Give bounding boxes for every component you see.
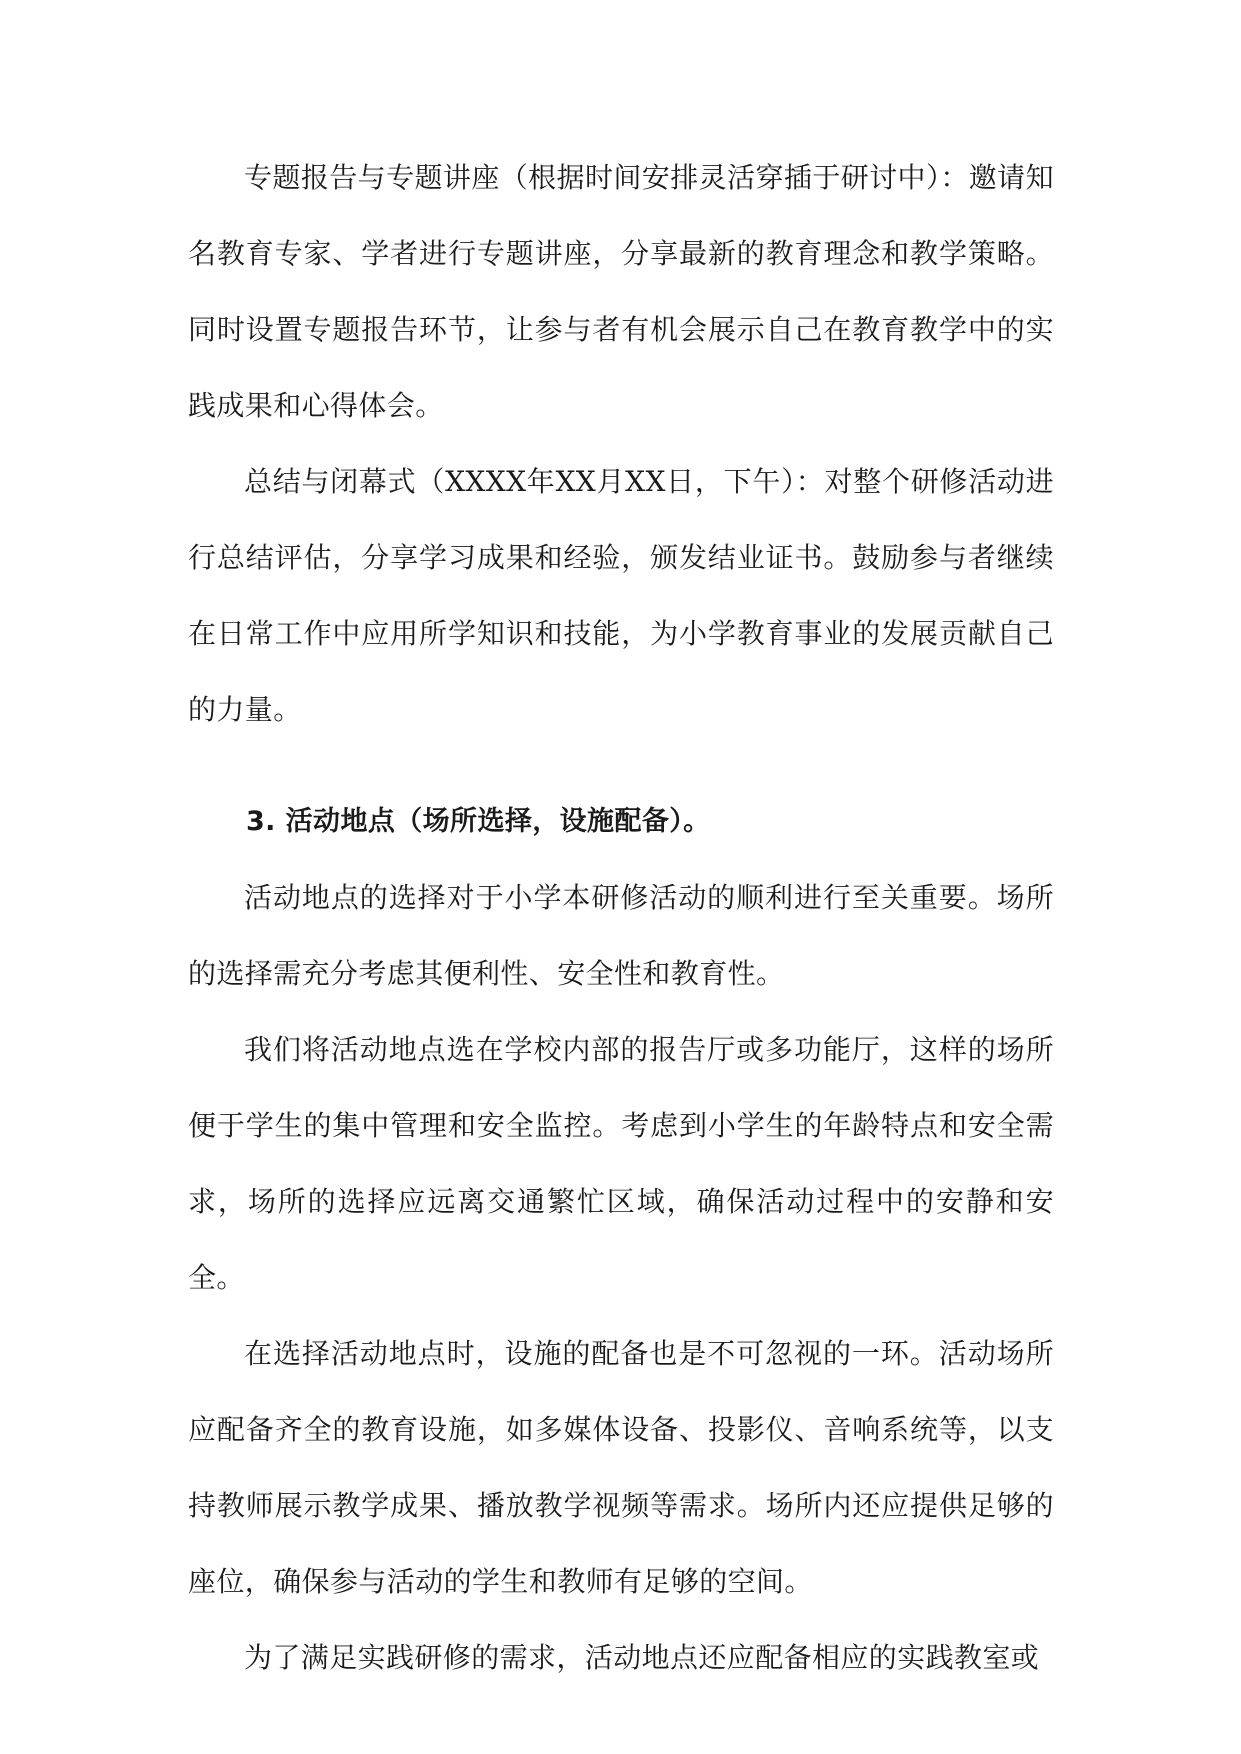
paragraph-lectures: 专题报告与专题讲座（根据时间安排灵活穿插于研讨中）：邀请知名教育专家、学者进行专题讲座，分享最新的教育理念和教学策略。同时设置专题报告环节，让参与者有机会展示自己在教育教学中的实践成果和心得体会。 (188, 161, 1054, 422)
section-heading: 3. 活动地点（场所选择，设施配备）。 (246, 806, 711, 837)
paragraph-practice-rooms: 为了满足实践研修的需求，活动地点还应配备相应的实践教室或 (244, 1641, 1040, 1674)
paragraph-venue-choice: 我们将活动地点选在学校内部的报告厅或多功能厅，这样的场所便于学生的集中管理和安全监控。考虑到小学生的年龄特点和安全需求，场所的选择应远离交通繁忙区域，确保活动过程中的安静和安全。 (188, 1033, 1054, 1294)
paragraph-closing-ceremony: 总结与闭幕式（XXXX年XX月XX日，下午）：对整个研修活动进行总结评估，分享学习成果和经验，颁发结业证书。鼓励参与者继续在日常工作中应用所学知识和技能，为小学教育事业的发展贡献自己的力量。 (188, 465, 1054, 726)
paragraph-facilities: 在选择活动地点时，设施的配备也是不可忽视的一环。活动场所应配备齐全的教育设施，如多媒体设备、投影仪、音响系统等，以支持教师展示教学成果、播放教学视频等需求。场所内还应提供足够的座位，确保参与活动的学生和教师有足够的空间。 (188, 1337, 1054, 1598)
paragraph-venue-importance: 活动地点的选择对于小学本研修活动的顺利进行至关重要。场所的选择需充分考虑其便利性、安全性和教育性。 (188, 881, 1054, 990)
document-body (188, 140, 1054, 1696)
